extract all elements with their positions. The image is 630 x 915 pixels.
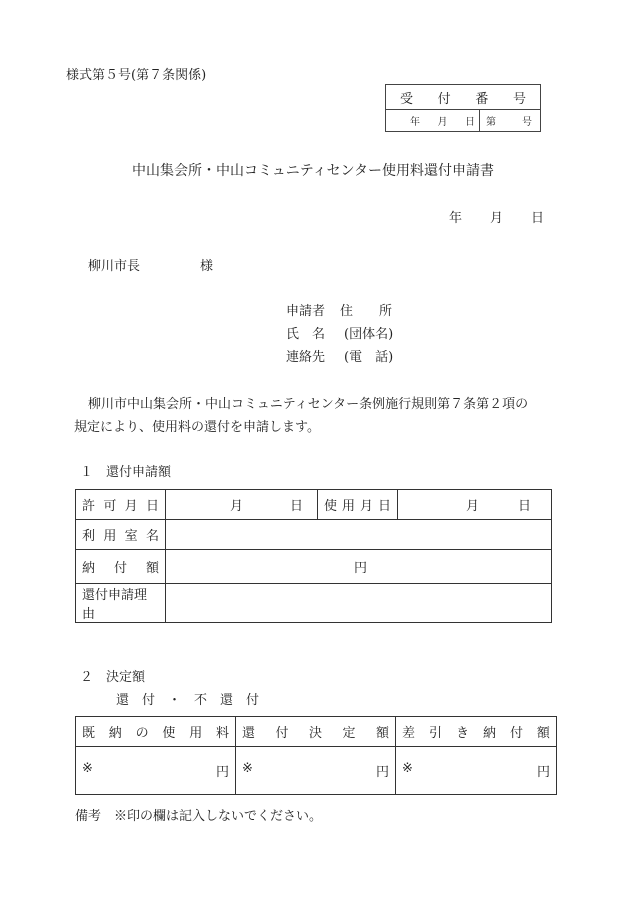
applicant-label: 申請者 <box>286 304 326 319</box>
header-paid-fee-text-char: 使 <box>162 726 176 741</box>
room-text-char: 用 <box>103 529 117 544</box>
header-refund-decision <box>236 717 396 747</box>
mark: ※ <box>82 761 93 776</box>
header-net-paid-text-char: 額 <box>536 726 550 741</box>
header-refund-decision-text-char: 還 <box>242 726 256 741</box>
application-date[interactable] <box>449 207 544 226</box>
refund-reason-label: 還付申請理由 <box>76 584 166 623</box>
use-date-text-char: 月 <box>359 499 373 514</box>
reception-box <box>385 84 541 132</box>
section2-heading: ２ 決定額 <box>80 670 146 685</box>
header-net-paid-text-char: き <box>455 726 469 741</box>
header-net-paid-text-char: 納 <box>482 726 496 741</box>
body-text-line1: 柳川市中山集会所・中山コミュニティセンター条例施行規則第７条第２項の <box>88 397 529 412</box>
reception-char: 番 <box>475 91 489 107</box>
permit-date-text-char: 月 <box>124 499 138 514</box>
table-row <box>76 520 552 550</box>
applicant-phone-label: (電 話) <box>344 350 394 365</box>
remarks-note: 備考 ※印の欄は記入しないでください。 <box>75 809 323 824</box>
header-net-paid-text-char: 差 <box>402 726 416 741</box>
paid-text-char: 納 <box>82 561 96 576</box>
header-paid-fee-text <box>82 722 229 741</box>
yen: 円 <box>536 765 550 780</box>
use-date-field[interactable] <box>398 490 552 520</box>
use-date-text-char: 日 <box>377 499 391 514</box>
paid-amount-label <box>76 550 166 584</box>
form-number: 様式第５号(第７条関係) <box>66 68 207 83</box>
applicant-address-label: 住 所 <box>340 304 393 319</box>
applicant-contact-label: 連絡先 <box>286 350 326 365</box>
header-paid-fee-text-char: 納 <box>108 726 122 741</box>
permit-date-field[interactable] <box>166 490 318 520</box>
header-refund-decision-text-char: 決 <box>308 726 322 741</box>
date-year: 年 <box>449 211 463 226</box>
refund-application-table <box>75 489 552 623</box>
reception-month: 月 <box>437 117 448 128</box>
applicant-org-label: (団体名) <box>344 327 394 342</box>
permit-date-text-char: 可 <box>103 499 117 514</box>
header-paid-fee-text-char: 既 <box>82 726 96 741</box>
permit-date-text-char: 許 <box>82 499 96 514</box>
reception-char: 受 <box>400 91 414 107</box>
use-date-text <box>324 495 391 514</box>
permit-day: 日 <box>289 499 303 514</box>
header-refund-decision-text-char: 定 <box>342 726 356 741</box>
paid-fee-field[interactable] <box>76 747 236 795</box>
document-title: 中山集会所・中山コミュニティセンター使用料還付申請書 <box>132 163 495 179</box>
applicant-name-label: 氏 名 <box>286 327 326 342</box>
use-day: 日 <box>517 499 531 514</box>
reception-header <box>386 85 540 110</box>
header-paid-fee-text-char: 料 <box>215 726 229 741</box>
body-text-line2: 規定により、使用料の還付を申請します。 <box>74 420 320 435</box>
header-net-paid-text <box>402 722 550 741</box>
reception-char: 号 <box>512 91 526 107</box>
reception-char: 付 <box>437 91 451 107</box>
decision-table <box>75 716 557 795</box>
reception-number-field[interactable] <box>480 110 540 131</box>
header-refund-decision-text <box>242 722 389 741</box>
reception-date-field[interactable] <box>386 110 480 131</box>
permit-date-label <box>76 490 166 520</box>
permit-month: 月 <box>230 499 244 514</box>
addressee-name: 柳川市長 <box>88 259 141 274</box>
date-month: 月 <box>489 211 503 226</box>
use-date-text-char: 使 <box>324 499 338 514</box>
refund-reason-field[interactable] <box>166 584 552 623</box>
decision-options: 還 付 ・ 不 還 付 <box>116 693 260 708</box>
paid-text-char: 額 <box>145 561 159 576</box>
room-text-char: 名 <box>145 529 159 544</box>
yen: 円 <box>375 765 389 780</box>
use-month: 月 <box>466 499 480 514</box>
header-paid-fee <box>76 717 236 747</box>
room-text-char: 利 <box>82 529 96 544</box>
permit-date-text <box>82 495 159 514</box>
refund-decision-field[interactable] <box>236 747 396 795</box>
use-date-text-char: 用 <box>341 499 355 514</box>
paid-amount-field[interactable] <box>166 550 552 584</box>
mark: ※ <box>402 761 413 776</box>
header-net-paid-text-char: 引 <box>428 726 442 741</box>
table-row <box>76 584 552 623</box>
room-text <box>82 525 159 544</box>
mark: ※ <box>242 761 253 776</box>
date-day: 日 <box>530 211 544 226</box>
reception-go: 号 <box>522 117 532 128</box>
room-label <box>76 520 166 550</box>
use-date-label <box>318 490 398 520</box>
header-paid-fee-text-char: の <box>135 726 149 741</box>
addressee-honorific: 様 <box>200 259 214 274</box>
paid-yen: 円 <box>353 561 367 576</box>
header-net-paid <box>396 717 557 747</box>
permit-date-text-char: 日 <box>145 499 159 514</box>
header-refund-decision-text-char: 額 <box>375 726 389 741</box>
table-row <box>76 490 552 520</box>
reception-year: 年 <box>410 117 420 128</box>
section1-heading: １ 還付申請額 <box>80 465 172 480</box>
header-refund-decision-text-char: 付 <box>275 726 289 741</box>
yen: 円 <box>215 765 229 780</box>
room-field[interactable] <box>166 520 552 550</box>
reception-dai: 第 <box>486 117 496 128</box>
header-paid-fee-text-char: 用 <box>189 726 203 741</box>
reception-day: 日 <box>465 117 475 128</box>
paid-text <box>82 557 159 576</box>
room-text-char: 室 <box>124 529 138 544</box>
table-row <box>76 717 557 747</box>
table-row <box>76 747 557 795</box>
header-net-paid-text-char: 付 <box>509 726 523 741</box>
table-row <box>76 550 552 584</box>
paid-text-char: 付 <box>113 561 127 576</box>
net-paid-field[interactable] <box>396 747 557 795</box>
